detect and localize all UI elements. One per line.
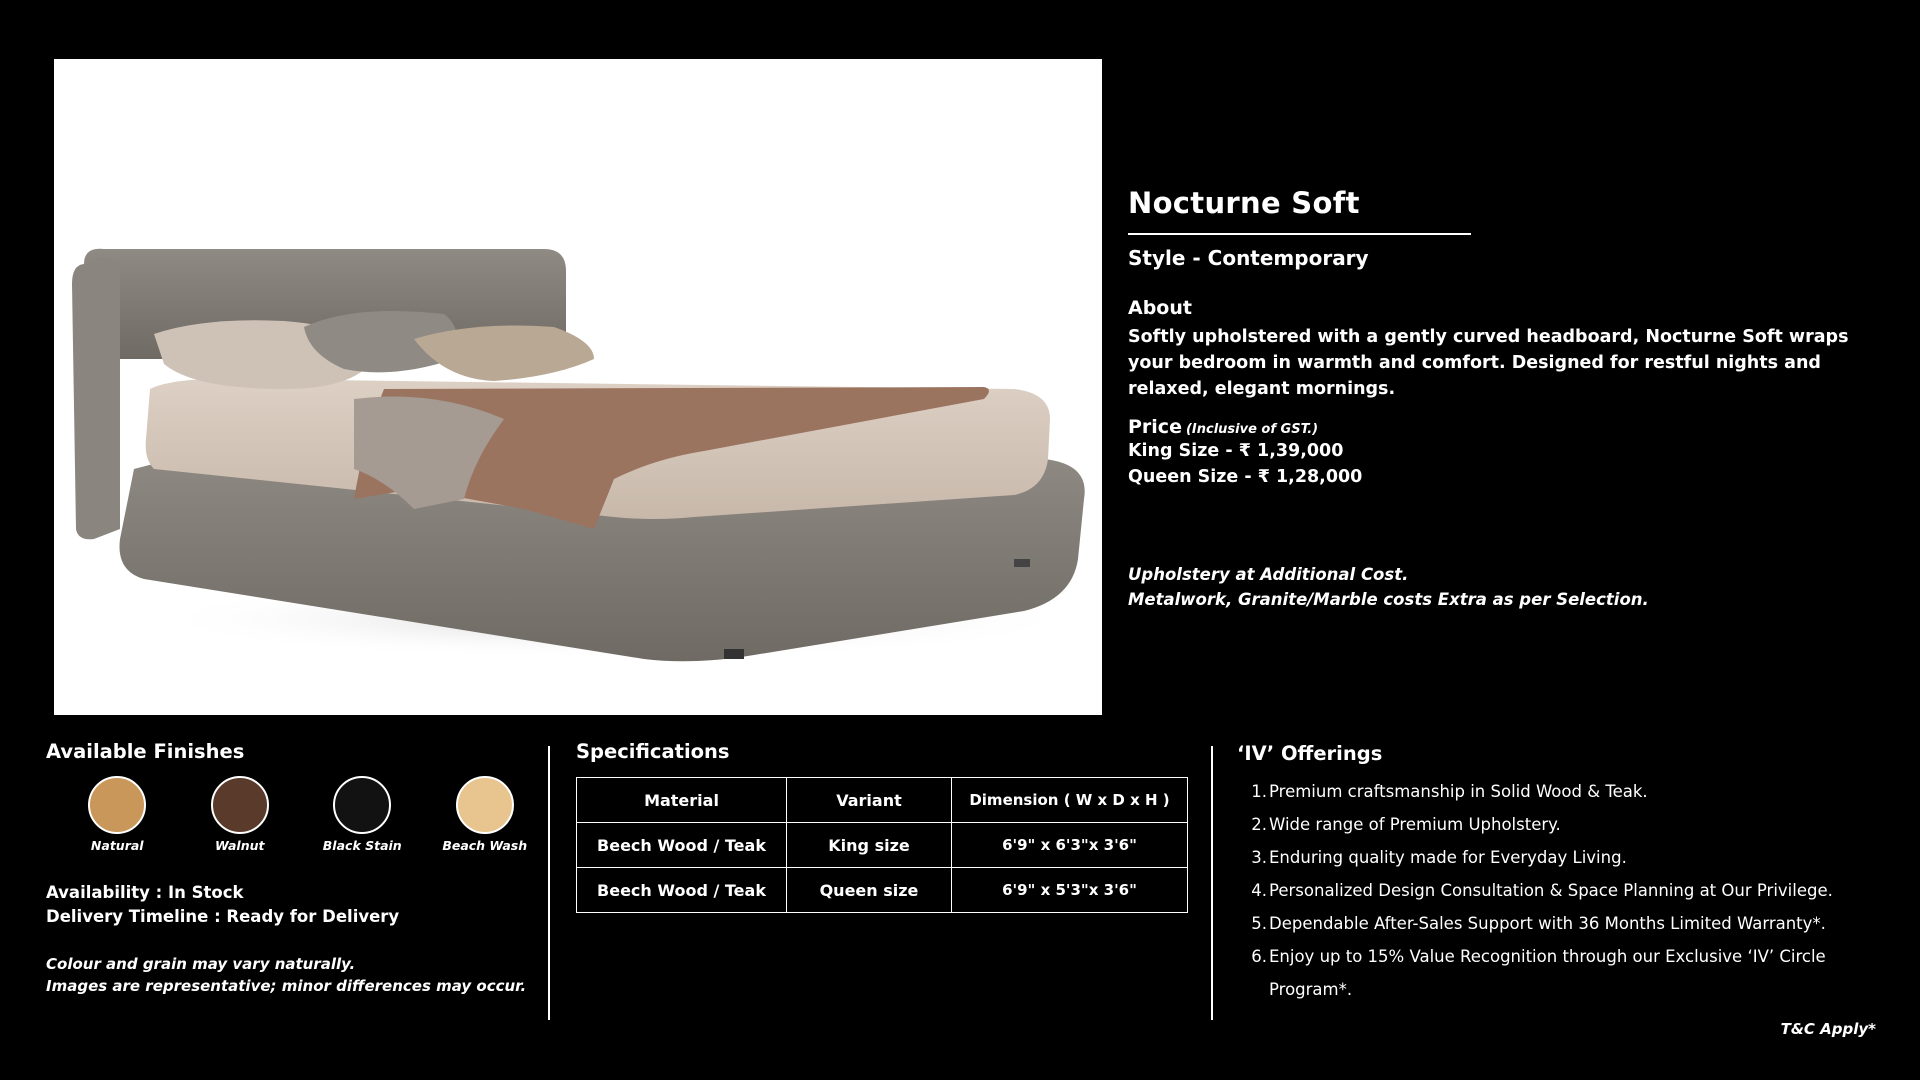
list-item: [1237, 874, 1877, 907]
table-row: [577, 823, 1188, 868]
extra-note-metalwork: Metalwork, Granite/Marble costs Extra as per Selection.: [1128, 590, 1649, 609]
finish-natural[interactable]: [56, 776, 179, 853]
item-text: Premium craftsmanship in Solid Wood & Teak.: [1269, 782, 1648, 801]
extra-notes: [1128, 562, 1868, 612]
offerings-heading: ‘IV’ Offerings: [1237, 742, 1383, 765]
list-item: [1237, 907, 1877, 940]
cell-variant: Queen size: [787, 868, 952, 913]
product-title: Nocturne Soft: [1128, 186, 1360, 220]
finish-walnut[interactable]: [179, 776, 302, 853]
cell-material: Beech Wood / Teak: [577, 868, 787, 913]
specifications-section: [576, 740, 1188, 913]
finishes-heading: Available Finishes: [46, 740, 245, 763]
finish-label: Beach Wash: [442, 838, 528, 853]
title-divider: [1128, 233, 1471, 235]
item-text: Wide range of Premium Upholstery.: [1269, 815, 1561, 834]
about-text: Softly upholstered with a gently curved headboard, Nocturne Soft wraps your bedroom in warmth and comfort. Designed for restful nights and relaxed, elegant mornings.: [1128, 327, 1849, 399]
swatch-black-stain: [333, 776, 391, 834]
bed-illustration: [54, 59, 1102, 715]
product-style: Style - Contemporary: [1128, 246, 1369, 270]
swatch-walnut: [211, 776, 269, 834]
item-number: 2.: [1251, 815, 1267, 834]
price-queen: Queen Size - ₹ 1,28,000: [1128, 467, 1363, 487]
list-item: [1237, 841, 1877, 874]
disclaimer-block: [46, 953, 546, 997]
item-number: 6.: [1251, 947, 1267, 966]
header-dimension: Dimension ( W x D x H ): [952, 778, 1188, 823]
header-variant: Variant: [787, 778, 952, 823]
header-material: Material: [577, 778, 787, 823]
finish-beach-wash[interactable]: [424, 776, 547, 853]
item-number: 3.: [1251, 848, 1267, 867]
finishes-section: [46, 740, 546, 997]
product-image: [54, 59, 1102, 715]
table-header-row: [577, 778, 1188, 823]
offerings-list: [1237, 775, 1877, 1006]
price-heading: [1128, 416, 1868, 438]
cell-variant: King size: [787, 823, 952, 868]
finish-label: Natural: [90, 838, 144, 853]
swatch-natural: [88, 776, 146, 834]
price-heading-label: Price: [1128, 416, 1182, 438]
list-item: [1237, 775, 1877, 808]
swatch-beach-wash: [456, 776, 514, 834]
section-divider-left: [548, 746, 550, 1020]
item-text: Personalized Design Consultation & Space Planning at Our Privilege.: [1269, 881, 1833, 900]
offerings-section: [1237, 742, 1877, 1006]
disclaimer-images: Images are representative; minor differences may occur.: [46, 977, 527, 995]
terms-conditions: T&C Apply*: [1780, 1020, 1876, 1038]
price-note: (Inclusive of GST.): [1185, 422, 1319, 437]
list-item: [1237, 808, 1877, 841]
finish-label: Black Stain: [322, 838, 402, 853]
cell-dimension: 6'9" x 5'3"x 3'6": [952, 868, 1188, 913]
availability-block: [46, 881, 546, 929]
price-king: King Size - ₹ 1,39,000: [1128, 441, 1344, 461]
item-text: Enjoy up to 15% Value Recognition through our Exclusive ‘IV’ Circle Program*.: [1269, 947, 1826, 999]
disclaimer-colour: Colour and grain may vary naturally.: [46, 955, 356, 973]
finish-swatches: [56, 776, 546, 853]
item-text: Enduring quality made for Everyday Living.: [1269, 848, 1627, 867]
table-row: [577, 868, 1188, 913]
finish-black-stain[interactable]: [301, 776, 424, 853]
finish-label: Walnut: [215, 838, 265, 853]
cell-material: Beech Wood / Teak: [577, 823, 787, 868]
delivery-timeline: Delivery Timeline : Ready for Delivery: [46, 907, 400, 926]
specifications-table: [576, 777, 1188, 913]
item-number: 1.: [1251, 782, 1267, 801]
list-item: [1237, 940, 1877, 1006]
item-number: 4.: [1251, 881, 1267, 900]
item-text: Dependable After-Sales Support with 36 Months Limited Warranty*.: [1269, 914, 1826, 933]
section-divider-right: [1211, 746, 1213, 1020]
cell-dimension: 6'9" x 6'3"x 3'6": [952, 823, 1188, 868]
about-heading: About: [1128, 297, 1192, 319]
availability-status: Availability : In Stock: [46, 883, 244, 902]
product-info: [1128, 186, 1868, 612]
extra-note-upholstery: Upholstery at Additional Cost.: [1128, 565, 1409, 584]
item-number: 5.: [1251, 914, 1267, 933]
specifications-heading: Specifications: [576, 740, 730, 763]
